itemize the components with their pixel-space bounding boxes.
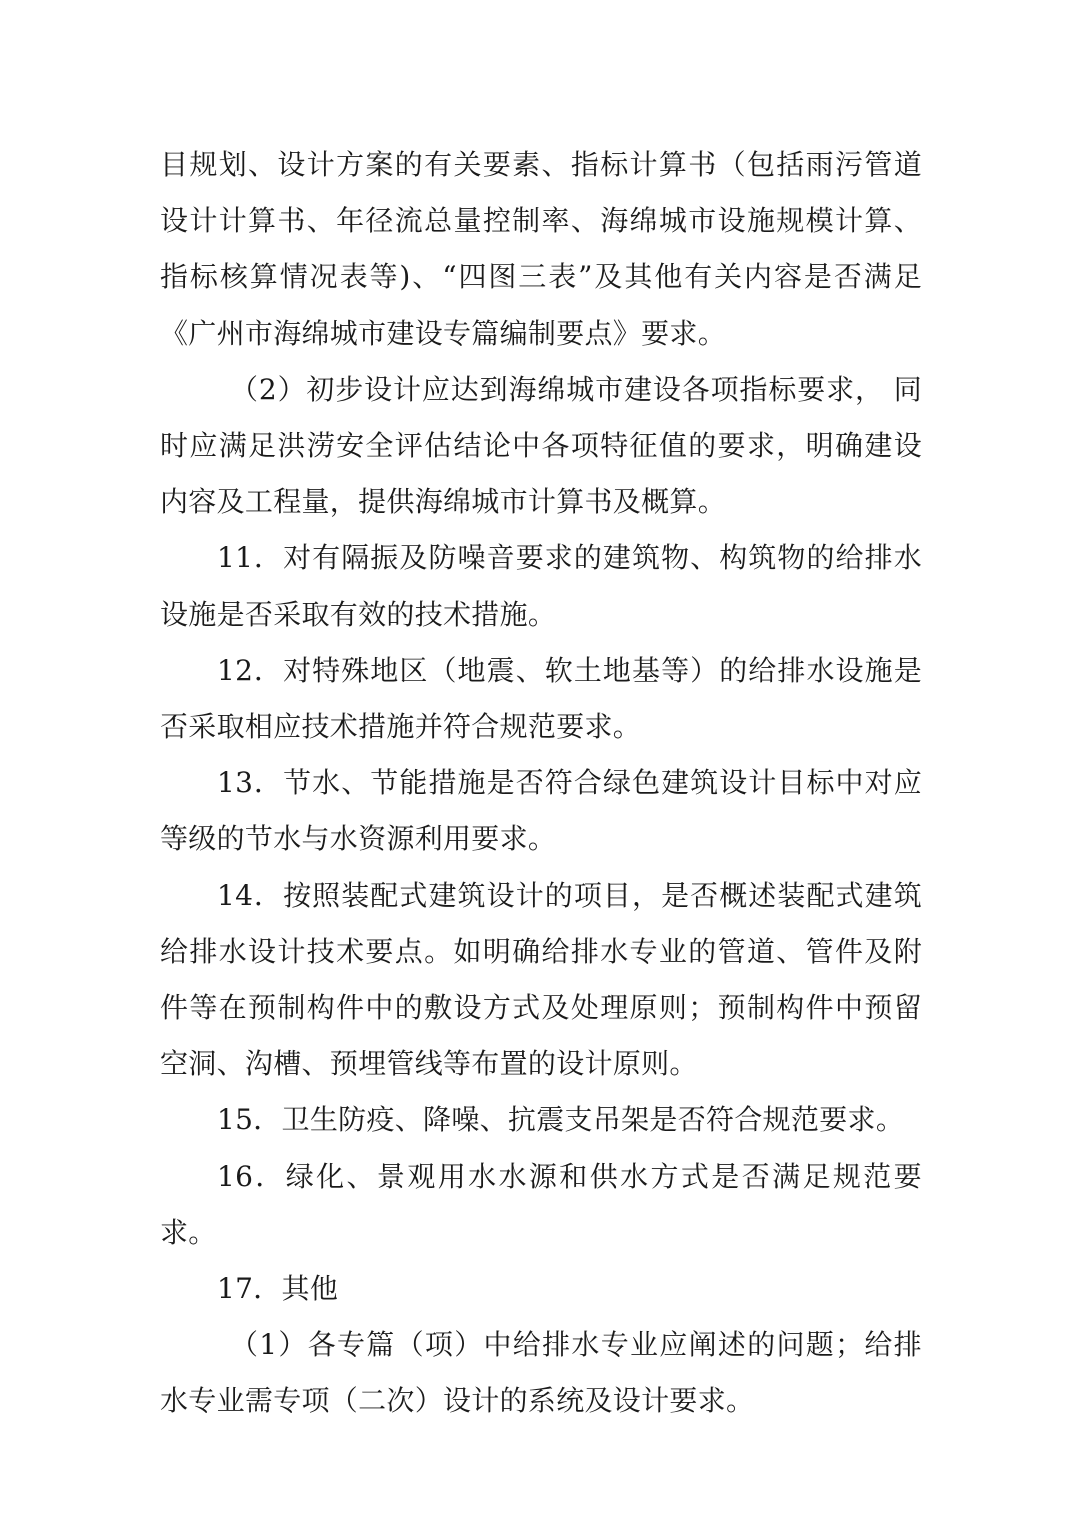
paragraph-item-13: 13．节水、节能措施是否符合绿色建筑设计目标中对应等级的节水与水资源利用要求。 xyxy=(160,766,922,856)
paragraph-item-15: 15．卫生防疫、降噪、抗震支吊架是否符合规范要求。 xyxy=(217,1103,905,1137)
paragraph-item-17: 17．其他 xyxy=(217,1272,339,1306)
paragraph-item-16: 16．绿化、景观用水水源和供水方式是否满足规范要求。 xyxy=(160,1159,922,1249)
paragraph-item-11: 11．对有隔振及防噪音要求的建筑物、构筑物的给排水设施是否采取有效的技术措施。 xyxy=(160,541,922,631)
paragraph-item-17-1: （1）各专篇（项）中给排水专业应阐述的问题；给排水专业需专项（二次）设计的系统及设计要求。 xyxy=(160,1328,922,1418)
paragraph-continuation: 目规划、设计方案的有关要素、指标计算书（包括雨污管道设计计算书、年径流总量控制率、海绵城市设施规模计算、指标核算情况表等)、“四图三表”及其他有关内容是否满足《广州市海绵城市建设专篇编制要点》要求。 xyxy=(160,148,922,350)
document-body xyxy=(160,137,922,1430)
paragraph-item-12: 12．对特殊地区（地震、软土地基等）的给排水设施是否采取相应技术措施并符合规范要求。 xyxy=(160,653,922,744)
paragraph-item-2-preliminary-design: （2）初步设计应达到海绵城市建设各项指标要求， 同时应满足洪涝安全评估结论中各项特征值的要求，明确建设内容及工程量，提供海绵城市计算书及概算。 xyxy=(160,372,922,519)
paragraph-item-14: 14．按照装配式建筑设计的项目，是否概述装配式建筑给排水设计技术要点。如明确给排水专业的管道、管件及附件等在预制构件中的敷设方式及处理原则；预制构件中预留空洞、沟槽、预埋管线等布置的设计原则。 xyxy=(160,878,922,1081)
